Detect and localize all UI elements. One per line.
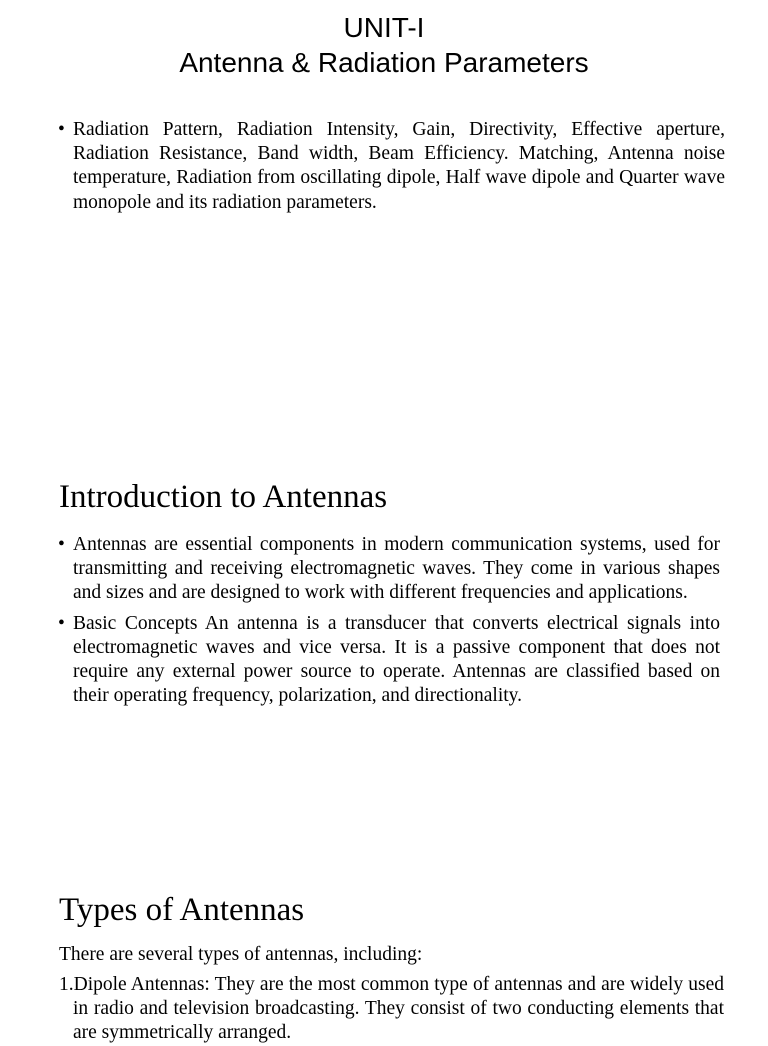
bullet-text: Basic Concepts An antenna is a transducer that converts electrical signals into electromagnetic waves and vice versa. It is a passive component that does not require any external power source to operate. Antennas are classified based on their operating frequency, polarization, and directionality.: [73, 612, 720, 707]
types-intro-text: There are several types of antennas, including:: [59, 944, 423, 965]
unit-label: UNIT-I: [343, 12, 425, 43]
bullet-icon: •: [58, 612, 65, 634]
bullet-icon: •: [58, 119, 65, 140]
bullet-icon: •: [58, 534, 65, 555]
section-heading-types: Types of Antennas: [59, 892, 305, 928]
section-heading-introduction: Introduction to Antennas: [59, 479, 388, 515]
numbered-item-dipole: 1.Dipole Antennas: They are the most common type of antennas and are widely used in radio and television broadcasting. They consist of two conducting elements that are symmetrically arranged.: [59, 974, 724, 1044]
bullet-text: Radiation Pattern, Radiation Intensity, Gain, Directivity, Effective aperture, Radiation Resistance, Band width, Beam Efficiency. Matching, Antenna noise temperature, Radiation from oscillating dipole, Half wave dipole and Quarter wave monopole and its radiation parameters.: [73, 119, 725, 213]
unit-subtitle: Antenna & Radiation Parameters: [179, 47, 589, 78]
bullet-text: Antennas are essential components in modern communication systems, used for transmitting and receiving electromagnetic waves. They come in various shapes and sizes and are designed to work with different frequencies and applications.: [73, 534, 720, 604]
